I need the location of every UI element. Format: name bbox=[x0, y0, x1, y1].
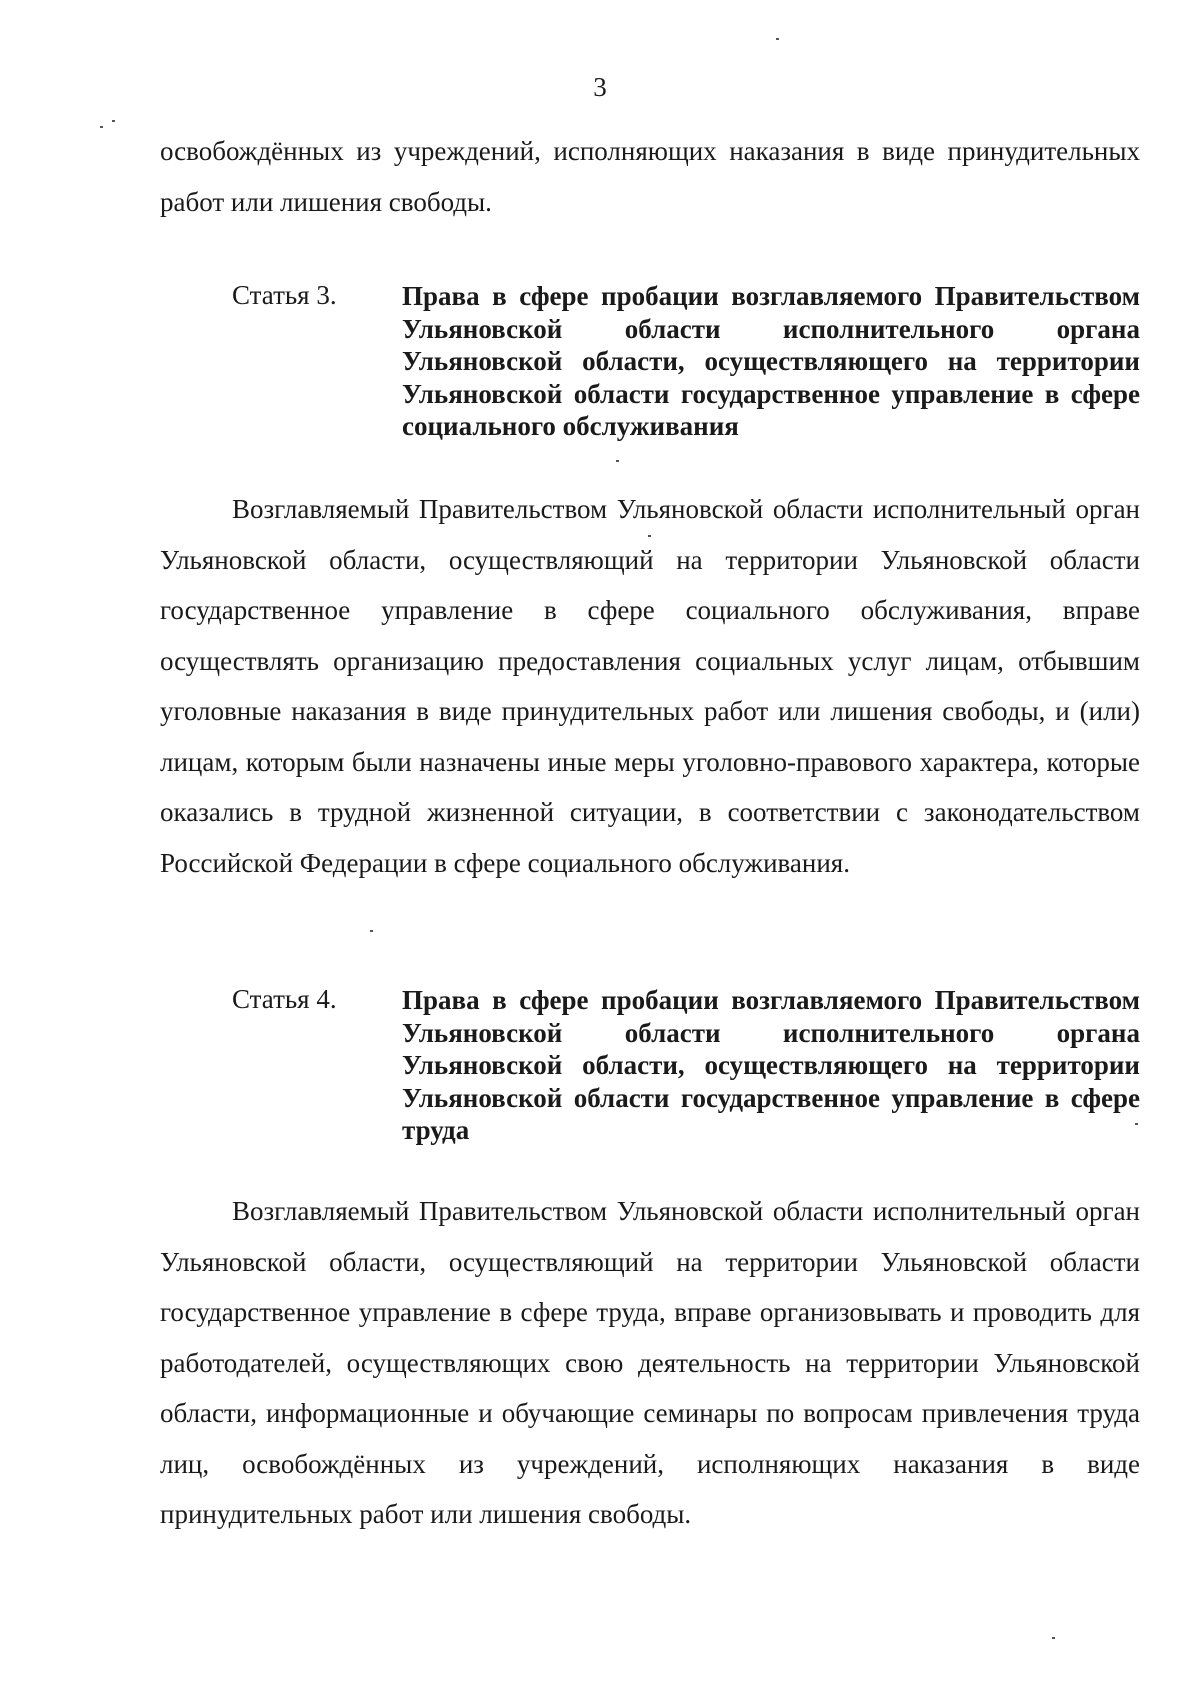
scan-speck bbox=[1052, 1637, 1055, 1639]
scan-speck bbox=[776, 38, 779, 40]
article-4-label: Статья 4. bbox=[232, 984, 337, 1014]
scan-speck bbox=[616, 460, 619, 462]
continuation-paragraph: освобождённых из учреждений, исполняющих наказания в виде принудительных работ или лишения свободы. bbox=[160, 136, 1140, 217]
article-4-body: Возглавляемый Правительством Ульяновской области исполнительный орган Ульяновской области, осуществляющий на территории Ульяновской области государственное управление в сфере труда, вправе организовывать и проводить для работодателей, осуществляющих свою деятельность на территории Ульяновской области, информационные и обучающие семинары по вопросам привлечения труда лиц, освобождённых из учреждений, исполняющих наказания в виде принудительных работ или лишения свободы. bbox=[160, 1196, 1140, 1529]
page-number: 3 bbox=[593, 72, 607, 102]
scan-speck bbox=[112, 120, 115, 122]
scan-speck bbox=[100, 126, 103, 128]
article-3-body: Возглавляемый Правительством Ульяновской области исполнительный орган Ульяновской области, осуществляющий на территории Ульяновской области государственное управление в сфере социального обслуживания, вправе осуществлять организацию предоставления социальных услуг лицам, отбывшим уголовные наказания в виде принудительных работ или лишения свободы, и (или) лицам, которым были назначены иные меры уголовно-правового характера, которые оказались в трудной жизненной ситуации, в соответствии с законодательством Российской Федерации в сфере социального обслуживания. bbox=[160, 494, 1140, 878]
article-3-title: Права в сфере пробации возглавляемого Правительством Ульяновской области исполнительного органа Ульяновской области, осуществляющего на территории Ульяновской области государственное управление в сфере социального обслуживания bbox=[402, 281, 1140, 441]
article-4-title: Права в сфере пробации возглавляемого Правительством Ульяновской области исполнительного органа Ульяновской области, осуществляющего на территории Ульяновской области государственное управление в сфере труда bbox=[402, 985, 1140, 1145]
article-3-label: Статья 3. bbox=[232, 280, 337, 310]
scan-speck bbox=[370, 930, 373, 932]
